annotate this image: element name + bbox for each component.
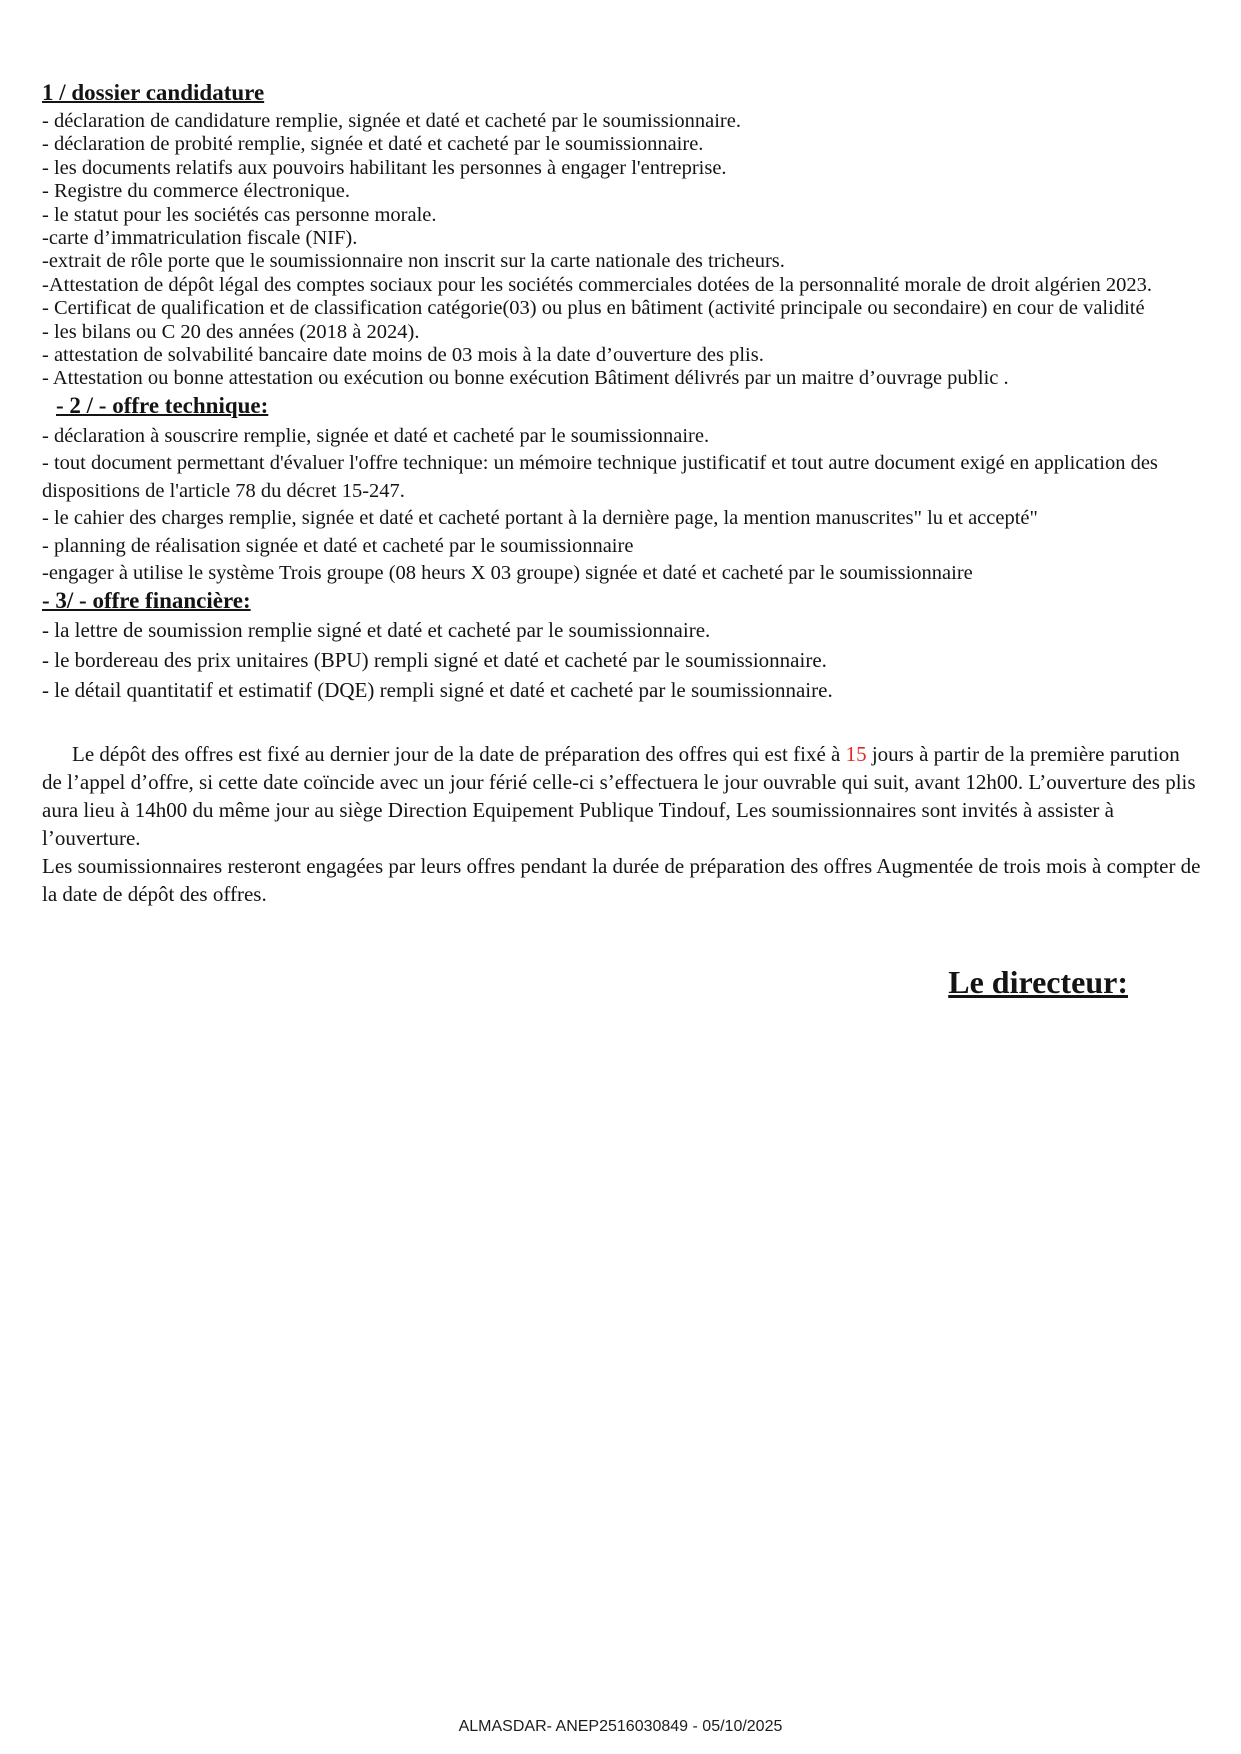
footer-anep-reference: ALMASDAR- ANEP2516030849 - 05/10/2025 <box>458 1718 783 1735</box>
document-line: - déclaration de probité remplie, signée et daté et cacheté par le soumissionnaire. <box>42 133 704 156</box>
deposit-text-after: jours à partir de la première parution de l’appel d’offre, si cette date coïncide avec un jour férié celle-ci s’effectuera le jour ouvrable qui suit, avant 12h00. L’ouverture des plis aura lieu à 14h00 du même jour au siège Direction Equipement Publique Tindouf, Les soumissionnaires sont invités à assister à l’ouverture. <box>42 741 1196 850</box>
document-line: - le statut pour les sociétés cas personne morale. <box>42 203 437 226</box>
document-line: -carte d’immatriculation fiscale (NIF). <box>42 227 358 250</box>
section-title-offre-technique: - 2 / - offre technique: <box>56 392 269 418</box>
offre-technique-items <box>42 423 1202 588</box>
section-offre-financiere <box>42 588 1202 702</box>
closing-paragraphs <box>42 740 1202 908</box>
document-line: - déclaration à souscrire remplie, signée et daté et cacheté par le soumissionnaire. <box>42 424 710 447</box>
document-line: - la lettre de soumission remplie signé et daté et cacheté par le soumissionnaire. <box>42 617 711 642</box>
section-title-dossier-candidature: 1 / dossier candidature <box>42 80 265 105</box>
document-line: - attestation de solvabilité bancaire date moins de 03 mois à la date d’ouverture des plis. <box>42 344 764 367</box>
document-line: - Attestation ou bonne attestation ou exécution ou bonne exécution Bâtiment délivrés par un maitre d’ouvrage public . <box>42 367 1009 390</box>
deposit-text-before: Le dépôt des offres est fixé au dernier jour de la date de préparation des offres qui est fixé à <box>72 741 846 766</box>
document-line: - planning de réalisation signée et daté et cacheté par le soumissionnaire <box>42 534 634 557</box>
document-line: - le cahier des charges remplie, signée et daté et cacheté portant à la dernière page, la mention manuscrites" lu et accepté" <box>42 507 1038 530</box>
document-line: - les documents relatifs aux pouvoirs habilitant les personnes à engager l'entreprise. <box>42 156 727 179</box>
section-title-offre-financiere: - 3/ - offre financière: <box>42 587 251 613</box>
deposit-days-value: 15 <box>845 741 867 766</box>
document-line: -engager à utilise le système Trois groupe (08 heurs X 03 groupe) signée et daté et cacheté par le soumissionnaire <box>42 562 973 585</box>
document-line: - le bordereau des prix unitaires (BPU) rempli signé et daté et cacheté par le soumissionnaire. <box>42 647 827 672</box>
document-line: - déclaration de candidature remplie, signée et daté et cacheté par le soumissionnaire. <box>42 110 741 132</box>
document-line: - tout document permettant d'évaluer l'offre technique: un mémoire technique justificatif et tout autre document exigé en application des dispositions de l'article 78 du décret 15-247. <box>42 452 1158 502</box>
signature-director: Le directeur: <box>948 963 1128 1000</box>
section-offre-technique <box>42 393 1202 588</box>
offre-financiere-items <box>42 618 1202 702</box>
section-dossier-candidature <box>42 80 1202 391</box>
document-line: -Attestation de dépôt légal des comptes sociaux pour les sociétés commerciales dotées de la personnalité morale de droit algérien 2023. <box>42 273 1153 296</box>
document-line: - le détail quantitatif et estimatif (DQE) rempli signé et daté et cacheté par le soumissionnaire. <box>42 677 833 702</box>
document-line: - les bilans ou C 20 des années (2018 à 2024). <box>42 320 420 343</box>
document-line: - Registre du commerce électronique. <box>42 180 350 203</box>
dossier-candidature-items <box>42 110 1202 391</box>
paragraph-engagement: Les soumissionnaires resteront engagées par leurs offres pendant la durée de préparation des offres Augmentée de trois mois à compter de la date de dépôt des offres. <box>42 853 1201 906</box>
paragraph-deposit <box>42 740 1202 852</box>
document-page <box>42 80 1202 1001</box>
document-line: - Certificat de qualification et de classification catégorie(03) ou plus en bâtiment (activité principale ou secondaire) en cour de validité <box>42 297 1145 320</box>
document-line: -extrait de rôle porte que le soumissionnaire non inscrit sur la carte nationale des tricheurs. <box>42 250 785 273</box>
